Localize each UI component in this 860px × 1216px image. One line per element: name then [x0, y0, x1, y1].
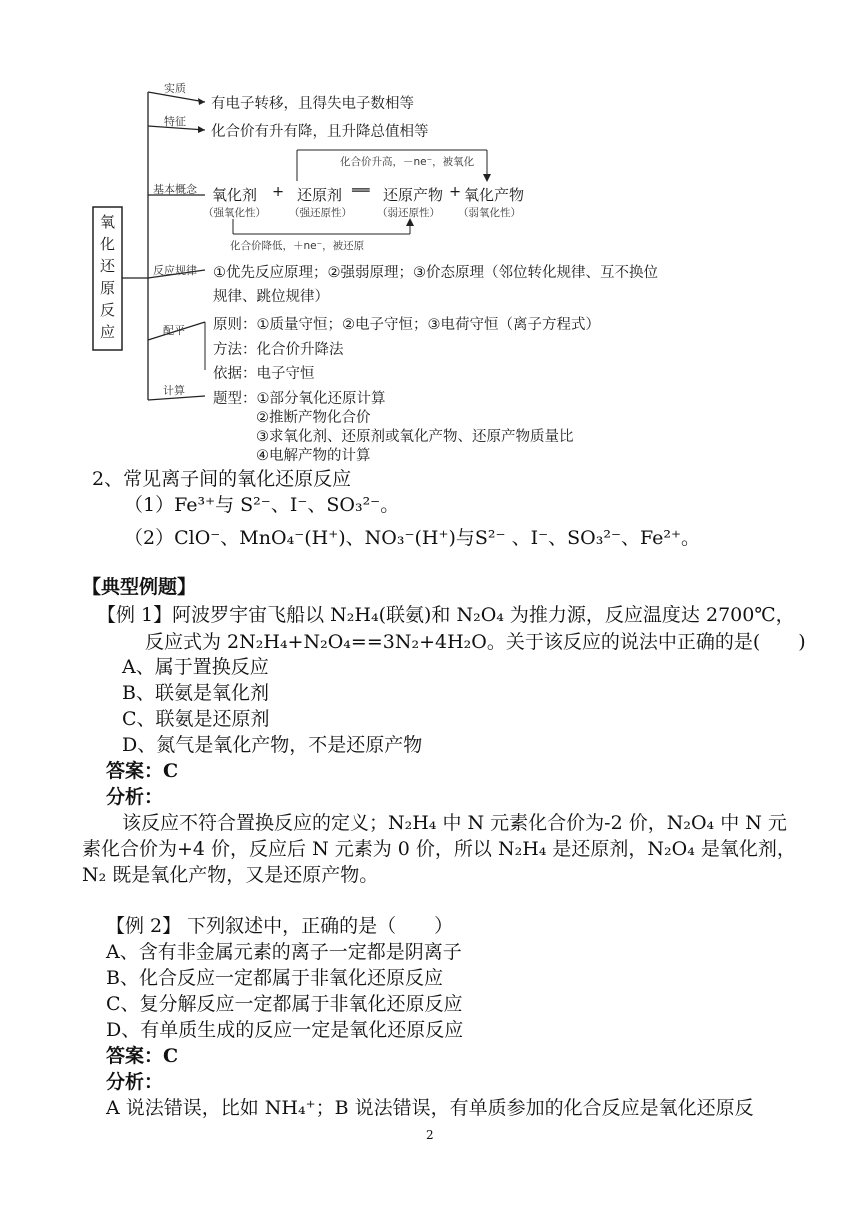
reduction-label: 化合价降低，＋ne⁻，被还原 — [230, 240, 365, 252]
example-2-answer: 答案：C — [106, 1045, 179, 1067]
example-2-option: D、有单质生成的反应一定是氧化还原反应 — [106, 1019, 464, 1041]
calc-line: ③求氧化剂、还原剂或氧化产物、还原产物质量比 — [256, 429, 574, 445]
reduction-product-property: （弱还原性） — [377, 207, 440, 219]
example-1-analysis: 该反应不符合置换反应的定义；N₂H₄ 中 N 元素化合价为-2 价，N₂O₄ 中 N 元 — [122, 812, 787, 834]
root-char: 氧 — [100, 213, 116, 231]
reductant: 还原剂 — [297, 186, 343, 204]
page-number: 2 — [426, 1128, 434, 1142]
example-1-question: 【例 1】阿波罗宇宙飞船以 N₂H₄(联氨)和 N₂O₄ 为推力源，反应温度达 2700℃， — [97, 604, 795, 626]
root-box — [93, 211, 122, 343]
root-char: 化 — [100, 235, 116, 253]
category-balance: 配平 — [163, 324, 185, 337]
balance-method: 方法：化合价升降法 — [213, 342, 344, 358]
example-2-option: C、复分解反应一定都属于非氧化还原反应 — [106, 993, 463, 1015]
category-rules: 反应规律 — [153, 264, 197, 277]
example-2-option: A、含有非金属元素的离子一定都是阴离子 — [106, 941, 462, 963]
examples-heading: 【典型例题】 — [82, 576, 197, 598]
calc-line: ②推断产物化合价 — [256, 410, 371, 426]
essence-text: 有电子转移，且得失电子数相等 — [211, 96, 414, 112]
ion-item-1: （1）Fe³⁺与 S²⁻、I⁻、SO₃²⁻。 — [124, 494, 400, 516]
plus-sign: + — [449, 184, 462, 200]
rules-line: 规律、跳位规律） — [213, 289, 329, 305]
category-basic: 基本概念 — [153, 183, 197, 196]
example-2-analysis: A 说法错误，比如 NH₄⁺；B 说法错误，有单质参加的化合反应是氧化还原反 — [106, 1097, 754, 1119]
example-2-analysis-label: 分析： — [106, 1071, 164, 1093]
root-char: 原 — [100, 279, 116, 297]
example-1-option: A、属于置换反应 — [122, 656, 269, 678]
example-1-question: 反应式为 2N₂H₄+N₂O₄==3N₂+4H₂O。关于该反应的说法中正确的是( ) — [145, 631, 806, 653]
balance-basis: 依据：电子守恒 — [213, 366, 315, 382]
example-1-analysis: 素化合价为+4 价，反应后 N 元素为 0 价，所以 N₂H₄ 是还原剂，N₂O₄ 是氧化剂， — [82, 838, 796, 860]
root-char: 应 — [100, 323, 116, 341]
example-1-option: D、氮气是氧化产物，不是还原产物 — [122, 734, 423, 756]
oxidation-label: 化合价升高，－ne⁻，被氧化 — [340, 156, 475, 168]
section-title: 2、常见离子间的氧化还原反应 — [92, 468, 352, 490]
oxidant: 氧化剂 — [212, 186, 258, 204]
example-1-analysis-label: 分析： — [106, 786, 164, 808]
feature-text: 化合价有升有降，且升降总值相等 — [211, 124, 429, 140]
concept-map — [0, 0, 860, 470]
concept-map-lines — [0, 0, 860, 470]
root-char: 反 — [100, 301, 116, 319]
example-1-option: C、联氨是还原剂 — [122, 708, 270, 730]
oxidation-product: 氧化产物 — [464, 186, 525, 204]
category-calc: 计算 — [163, 384, 185, 397]
root-char: 还 — [100, 257, 116, 275]
oxidation-product-property: （弱氧化性） — [458, 207, 521, 219]
example-1-analysis: N₂ 既是氧化产物，又是还原产物。 — [82, 864, 379, 886]
category-essence: 实质 — [164, 82, 186, 95]
equals-arrow: ══ — [352, 183, 370, 199]
balance-principle: 原则：①质量守恒；②电子守恒；③电荷守恒（离子方程式） — [213, 317, 600, 333]
example-2-option: B、化合反应一定都属于非氧化还原反应 — [106, 967, 443, 989]
plus-sign: + — [272, 184, 285, 200]
calc-line: 题型：①部分氧化还原计算 — [213, 391, 386, 407]
example-2-question: 【例 2】 下列叙述中，正确的是（ ） — [106, 915, 454, 937]
ion-item-2: （2）ClO⁻、MnO₄⁻(H⁺)、NO₃⁻(H⁺)与S²⁻ 、I⁻、SO₃²⁻、Fe²⁺。 — [124, 527, 701, 549]
example-1-answer: 答案：C — [106, 760, 179, 782]
reduction-product: 还原产物 — [383, 186, 444, 204]
category-feature: 特征 — [164, 115, 186, 128]
oxidant-property: （强氧化性） — [203, 207, 266, 219]
example-1-option: B、联氨是氧化剂 — [122, 682, 269, 704]
calc-line: ④电解产物的计算 — [256, 448, 371, 464]
rules-line: ①优先反应原理；②强弱原理；③价态原理（邻位转化规律、互不换位 — [213, 265, 658, 281]
reductant-property: （强还原性） — [289, 207, 352, 219]
